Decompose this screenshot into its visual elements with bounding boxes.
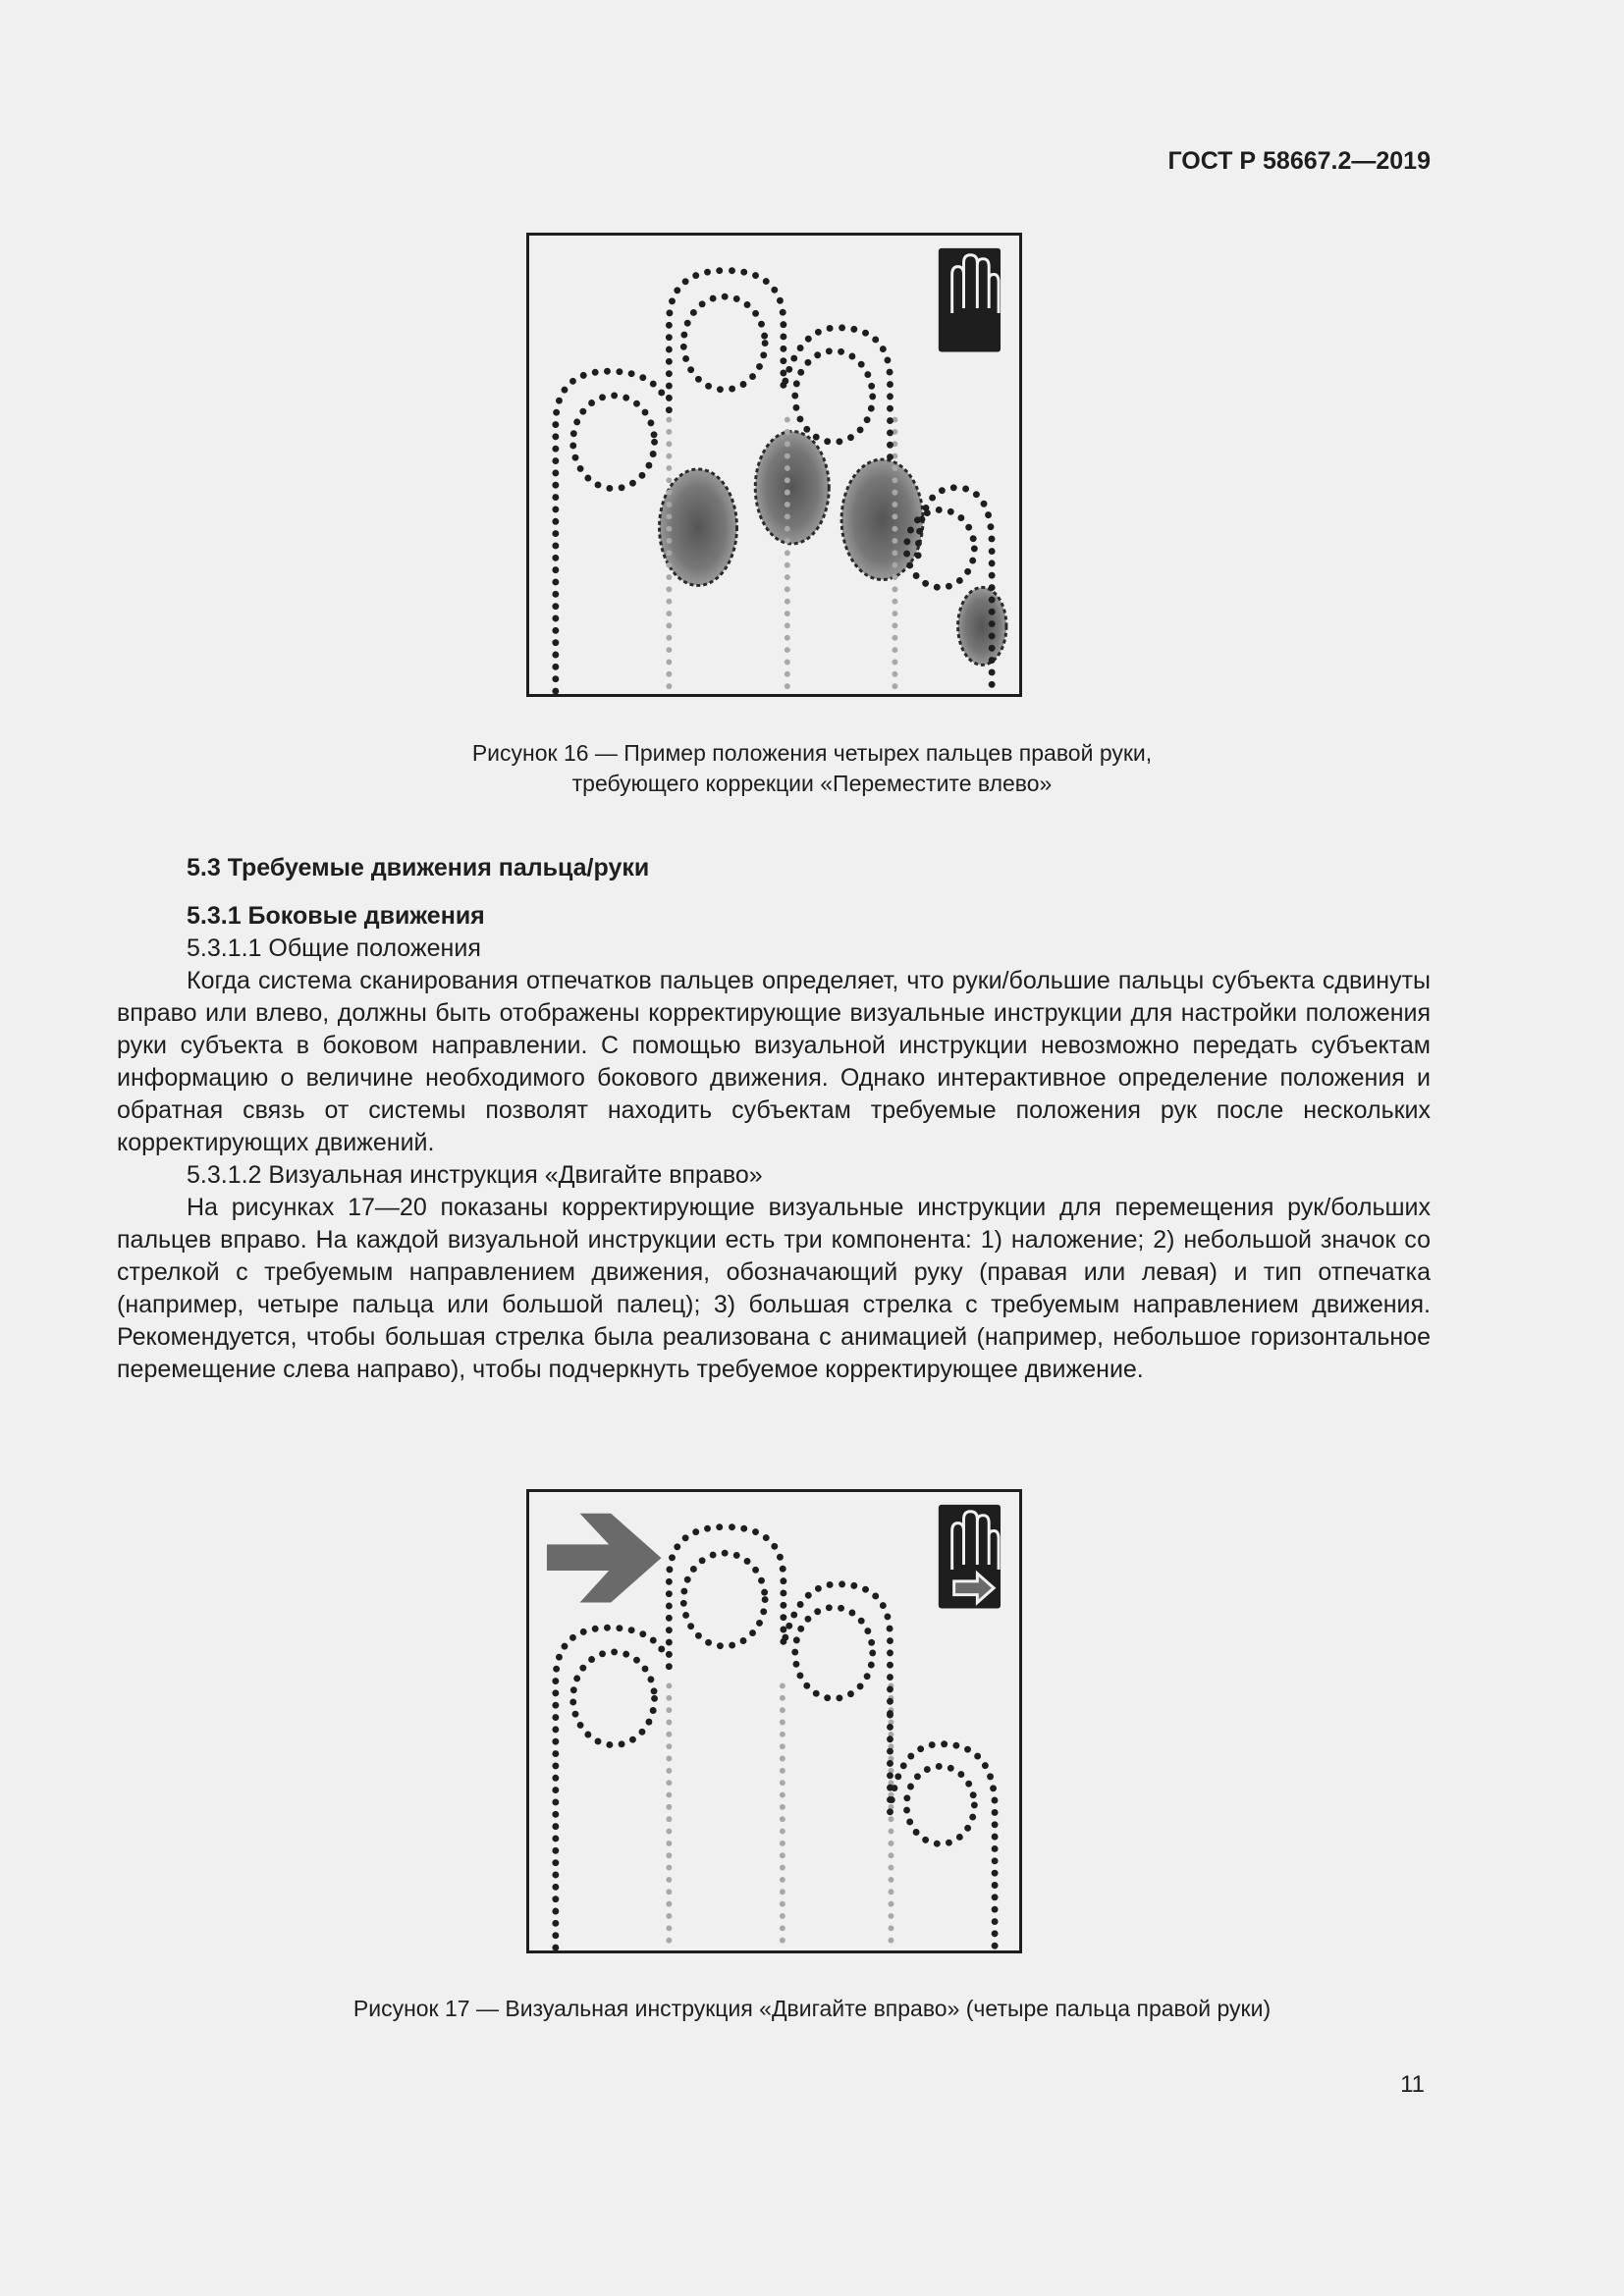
figure-17-image — [526, 1489, 1022, 1953]
heading-5-3-1-2: 5.3.1.2 Визуальная инструкция «Двигайте вправо» — [187, 1161, 763, 1189]
heading-5-3-1-1: 5.3.1.1 Общие положения — [187, 934, 481, 962]
finger-outline-index — [890, 1715, 995, 1948]
four-fingers-overlay-left-shift — [529, 236, 1019, 694]
figure-16-caption-line2: требующего коррекции «Переместите влево» — [571, 771, 1053, 796]
finger-tip-index — [906, 1766, 974, 1843]
finger-tip-little — [573, 396, 655, 489]
paragraph-move-right: На рисунках 17—20 показаны корректирующие визуальные инструкции для перемещения рук/больших пальцев вправо. На каждой визуальной инструкции есть три компонента: 1) наложение; 2) небольшой значок со стрелкой с требуемым направлением движения, обозначающий руку (правая или левая) и тип отпечатка (например, четыре пальца или большой палец); 3) большая стрелка с требуемым направлением движения. Рекомендуется, чтобы большая стрелка была реализована с анимацией (например, небольшое горизонтальное перемещение слева направо), чтобы подчеркнуть требуемое корректирующее движение. — [117, 1194, 1431, 1383]
finger-outline-little — [556, 371, 668, 691]
figure-16-image — [526, 233, 1022, 697]
finger-tip-middle — [795, 350, 873, 442]
finger-tip-ring — [683, 296, 765, 390]
finger-tip-middle — [795, 1607, 873, 1698]
section-5-3 — [117, 852, 1431, 1386]
finger-tip-little — [573, 1652, 655, 1745]
heading-5-3-1: 5.3.1 Боковые движения — [187, 902, 485, 930]
finger-tip-ring — [683, 1553, 765, 1646]
four-fingers-overlay-move-right — [529, 1492, 1019, 1950]
paragraph-general: Когда система сканирования отпечатков пальцев определяет, что руки/большие пальцы субъекта сдвинуты вправо или влево, должны быть отображены корректирующие визуальные инструкции для настройки положения руки субъекта в боковом направлении. С помощью визуальной инструкции невозможно передать субъектам информацию о величине необходимого бокового движения. Однако интерактивное определение положения и обратная связь от системы позволят находить субъектам требуемые положения рук после нескольких корректирующих движений. — [117, 967, 1431, 1156]
figure-16-caption-line1: Рисунок 16 — Пример положения четырех пальцев правой руки, — [471, 740, 1153, 766]
figure-17-caption: Рисунок 17 — Визуальная инструкция «Двигайте вправо» (четыре пальца правой руки) — [352, 1996, 1272, 2021]
large-right-arrow-icon — [547, 1514, 662, 1603]
hand-icon-bg — [939, 248, 1001, 352]
hand-icon — [939, 248, 1001, 352]
hand-icon — [939, 1505, 1001, 1609]
page-number: 11 — [1400, 2071, 1425, 2098]
fingerprint-image — [958, 587, 1006, 665]
fingerprint-image — [755, 431, 829, 544]
fingerprint-image — [841, 459, 923, 579]
document-id: ГОСТ Р 58667.2—2019 — [1167, 147, 1431, 175]
finger-outline-little — [556, 1628, 668, 1948]
heading-5-3: 5.3 Требуемые движения пальца/руки — [187, 854, 650, 881]
figure-16-caption — [0, 738, 1624, 799]
